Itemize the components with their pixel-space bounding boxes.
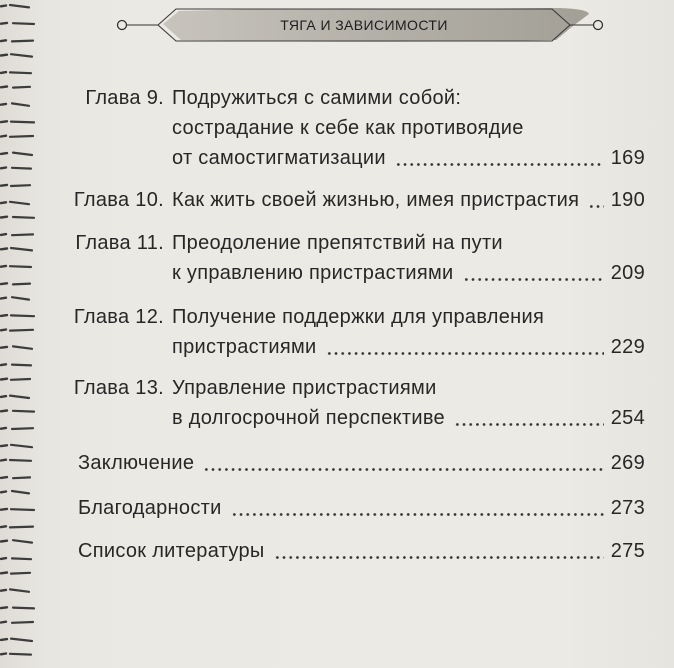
edge-mark-tick — [1, 622, 6, 623]
toc-row — [0, 83, 674, 113]
chapter-label: Глава 10. — [73, 189, 164, 211]
chapter-title-line: к управлению пристрастиями — [172, 262, 454, 284]
toc-row — [0, 258, 674, 288]
edge-mark — [12, 297, 29, 299]
edge-mark-tick — [1, 55, 7, 56]
toc-row — [0, 302, 674, 332]
edge-mark — [10, 527, 33, 528]
toc-row — [0, 143, 674, 173]
edge-mark-tick — [1, 445, 7, 446]
dot-leader — [326, 332, 604, 362]
edge-mark-tick — [1, 217, 7, 218]
dot-leader — [395, 143, 604, 173]
page-number: 254 — [610, 407, 645, 429]
toc-entry-chapter-13 — [0, 373, 674, 433]
running-head — [0, 0, 674, 50]
chapter-title-line: в долгосрочной перспективе — [172, 407, 445, 429]
running-head-title: ТЯГА И ЗАВИСИМОСТИ — [280, 17, 448, 33]
toc-row — [0, 493, 674, 523]
edge-mark-tick — [1, 72, 6, 73]
edge-mark — [12, 622, 33, 623]
toc-row — [0, 113, 674, 143]
dot-leader — [588, 185, 603, 215]
section-title: Список литературы — [78, 540, 265, 562]
edge-mark-tick — [1, 298, 6, 299]
chapter-title-line: пристрастиями — [172, 336, 317, 358]
toc-entry-chapter-11 — [0, 228, 674, 288]
chapter-title-line: Получение поддержки для управления — [172, 306, 545, 328]
page-number: 229 — [610, 336, 645, 358]
chapter-label: Глава 13. — [73, 377, 164, 399]
page-number: 209 — [610, 262, 645, 284]
edge-mark — [10, 589, 29, 591]
edge-mark-tick — [1, 526, 6, 527]
toc-row — [0, 228, 674, 258]
page-number: 190 — [610, 189, 645, 211]
toc-row — [0, 448, 674, 478]
chapter-title-line: от самостигматизации — [172, 147, 386, 169]
toc-entry-conclusion — [0, 448, 674, 478]
chapter-title-line: Как жить своей жизнью, имея пристрастия — [172, 189, 580, 211]
edge-mark-tick — [1, 639, 7, 640]
toc-entry-references — [0, 536, 674, 566]
toc-entry-chapter-9 — [0, 83, 674, 173]
chapter-title-line: Преодоление препятствий на пути — [172, 232, 503, 254]
chapter-label: Глава 9. — [85, 87, 164, 109]
ribbon-end-circle-right — [594, 21, 603, 30]
edge-mark-tick — [1, 364, 6, 365]
edge-mark — [11, 54, 32, 56]
dot-leader — [463, 258, 604, 288]
ribbon-end-circle-left — [118, 21, 127, 30]
toc-entry-chapter-10 — [0, 185, 674, 215]
chapter-title-line: сострадание к себе как противоядие — [172, 117, 524, 139]
toc-entry-acknowledgements — [0, 493, 674, 523]
edge-mark — [11, 445, 32, 447]
toc-entry-chapter-12 — [0, 302, 674, 362]
edge-mark-tick — [1, 654, 6, 655]
page-number: 169 — [610, 147, 645, 169]
edge-mark — [12, 365, 31, 366]
chapter-title-line: Подружиться с самими собой: — [172, 87, 462, 109]
chapter-title-line: Управление пристрастиями — [172, 377, 437, 399]
edge-mark-tick — [1, 607, 7, 608]
edge-mark-tick — [1, 573, 7, 574]
page-number: 275 — [610, 540, 645, 562]
toc-row — [0, 373, 674, 403]
toc-row — [0, 403, 674, 433]
chapter-label: Глава 11. — [75, 232, 164, 254]
edge-mark — [11, 573, 30, 574]
page-number: 269 — [610, 452, 645, 474]
edge-mark — [10, 654, 31, 655]
dot-leader — [231, 493, 604, 523]
edge-mark — [13, 217, 34, 218]
edge-mark — [13, 608, 34, 609]
page-number: 273 — [610, 497, 645, 519]
edge-mark-tick — [1, 590, 6, 591]
toc-row — [0, 536, 674, 566]
edge-mark — [11, 639, 32, 641]
dot-leader — [274, 536, 604, 566]
section-title: Заключение — [78, 452, 195, 474]
chapter-label: Глава 12. — [73, 306, 164, 328]
toc-row — [0, 332, 674, 362]
edge-mark — [10, 72, 31, 73]
section-title: Благодарности — [78, 497, 222, 519]
dot-leader — [454, 403, 604, 433]
toc-row — [0, 185, 674, 215]
dot-leader — [203, 448, 603, 478]
